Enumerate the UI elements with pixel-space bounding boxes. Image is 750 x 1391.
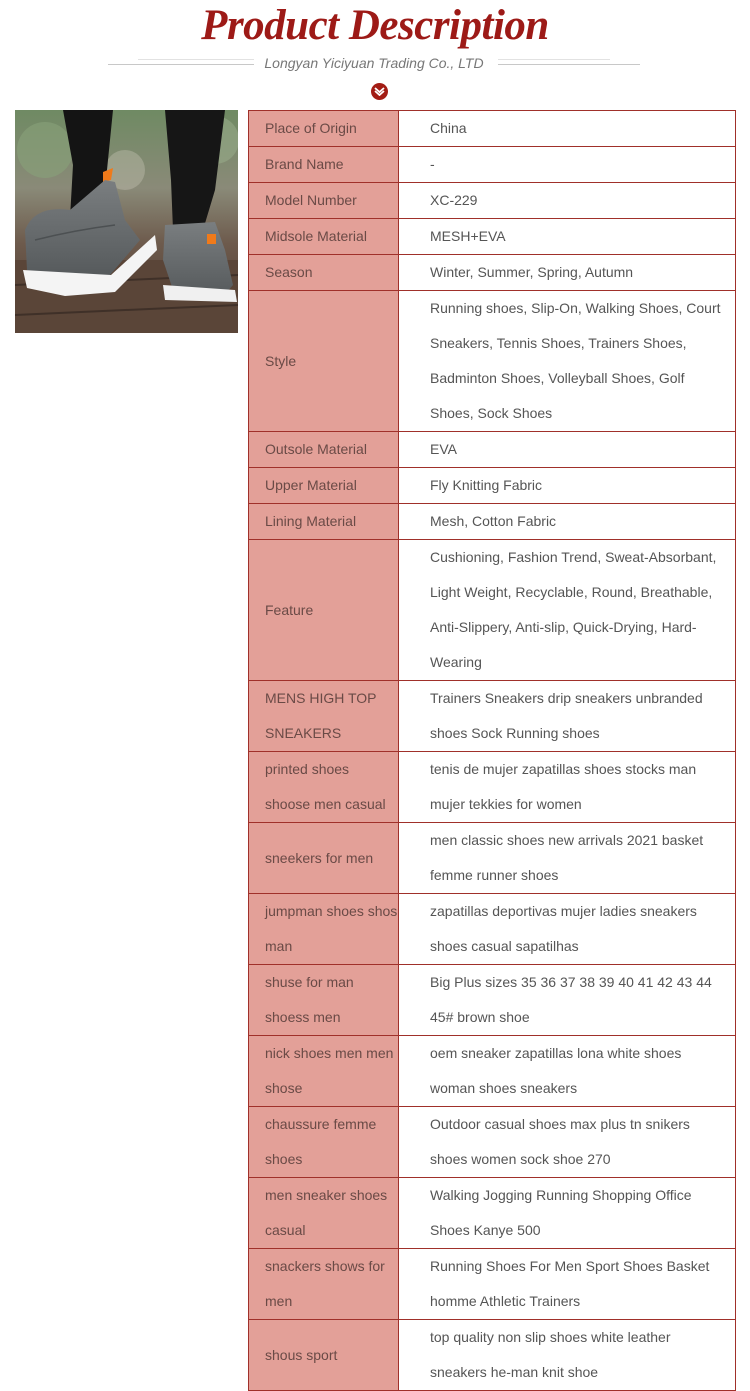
table-row xyxy=(249,111,736,147)
table-row xyxy=(249,291,736,432)
spec-value: zapatillas deportivas mujer ladies sneakers shoes casual sapatilhas xyxy=(399,894,736,965)
spec-value: oem sneaker zapatillas lona white shoes woman shoes sneakers xyxy=(399,1036,736,1107)
spec-value: MESH+EVA xyxy=(399,219,736,255)
divider-right xyxy=(498,64,640,65)
spec-table xyxy=(248,110,736,1391)
spec-key: sneekers for men xyxy=(249,823,399,894)
table-row xyxy=(249,219,736,255)
page-title: Product Description xyxy=(201,2,549,49)
table-row xyxy=(249,1178,736,1249)
table-row xyxy=(249,1249,736,1320)
table-row xyxy=(249,1320,736,1391)
company-name: Longyan Yiciyuan Trading Co., LTD xyxy=(264,55,484,71)
spec-key: nick shoes men men shose xyxy=(249,1036,399,1107)
spec-key: shous sport xyxy=(249,1320,399,1391)
spec-key: Outsole Material xyxy=(249,432,399,468)
product-image xyxy=(15,110,238,333)
table-row xyxy=(249,894,736,965)
spec-key: printed shoes shoose men casual xyxy=(249,752,399,823)
spec-key: shuse for man shoess men xyxy=(249,965,399,1036)
spec-value: Winter, Summer, Spring, Autumn xyxy=(399,255,736,291)
table-row xyxy=(249,504,736,540)
table-row xyxy=(249,540,736,681)
table-row xyxy=(249,432,736,468)
spec-key: Lining Material xyxy=(249,504,399,540)
table-row xyxy=(249,183,736,219)
spec-value: top quality non slip shoes white leather sneakers he-man knit shoe xyxy=(399,1320,736,1391)
spec-value: Walking Jogging Running Shopping Office Shoes Kanye 500 xyxy=(399,1178,736,1249)
subtitle-row xyxy=(108,55,640,71)
spec-value: men classic shoes new arrivals 2021 basket femme runner shoes xyxy=(399,823,736,894)
spec-key: Place of Origin xyxy=(249,111,399,147)
spec-key: Model Number xyxy=(249,183,399,219)
spec-key: Feature xyxy=(249,540,399,681)
spec-key: MENS HIGH TOP SNEAKERS xyxy=(249,681,399,752)
table-row xyxy=(249,147,736,183)
chevron-down-icon xyxy=(371,83,388,100)
spec-value: - xyxy=(399,147,736,183)
spec-key: men sneaker shoes casual xyxy=(249,1178,399,1249)
spec-key: Upper Material xyxy=(249,468,399,504)
table-row xyxy=(249,965,736,1036)
spec-value: Mesh, Cotton Fabric xyxy=(399,504,736,540)
spec-key: jumpman shoes shos man xyxy=(249,894,399,965)
spec-key: Season xyxy=(249,255,399,291)
spec-value: XC-229 xyxy=(399,183,736,219)
table-row xyxy=(249,681,736,752)
spec-key: Style xyxy=(249,291,399,432)
table-row xyxy=(249,1107,736,1178)
table-row xyxy=(249,823,736,894)
spec-value: Running shoes, Slip-On, Walking Shoes, Court Sneakers, Tennis Shoes, Trainers Shoes, Badminton Shoes, Volleyball Shoes, Golf Shoes, Sock Shoes xyxy=(399,291,736,432)
spec-value: Big Plus sizes 35 36 37 38 39 40 41 42 43 44 45# brown shoe xyxy=(399,965,736,1036)
spec-value: Running Shoes For Men Sport Shoes Basket homme Athletic Trainers xyxy=(399,1249,736,1320)
table-row xyxy=(249,468,736,504)
spec-key: Midsole Material xyxy=(249,219,399,255)
spec-value: Fly Knitting Fabric xyxy=(399,468,736,504)
spec-key: Brand Name xyxy=(249,147,399,183)
spec-key: chaussure femme shoes xyxy=(249,1107,399,1178)
spec-value: tenis de mujer zapatillas shoes stocks man mujer tekkies for women xyxy=(399,752,736,823)
spec-value: Cushioning, Fashion Trend, Sweat-Absorbant, Light Weight, Recyclable, Round, Breathable, Anti-Slippery, Anti-slip, Quick-Drying, Hard-Wearing xyxy=(399,540,736,681)
table-row xyxy=(249,1036,736,1107)
table-row xyxy=(249,752,736,823)
table-row xyxy=(249,255,736,291)
spec-value: Trainers Sneakers drip sneakers unbranded shoes Sock Running shoes xyxy=(399,681,736,752)
divider-right-inner xyxy=(498,59,610,60)
spec-key: snackers shows for men xyxy=(249,1249,399,1320)
spec-value: China xyxy=(399,111,736,147)
spec-value: EVA xyxy=(399,432,736,468)
spec-value: Outdoor casual shoes max plus tn snikers shoes women sock shoe 270 xyxy=(399,1107,736,1178)
